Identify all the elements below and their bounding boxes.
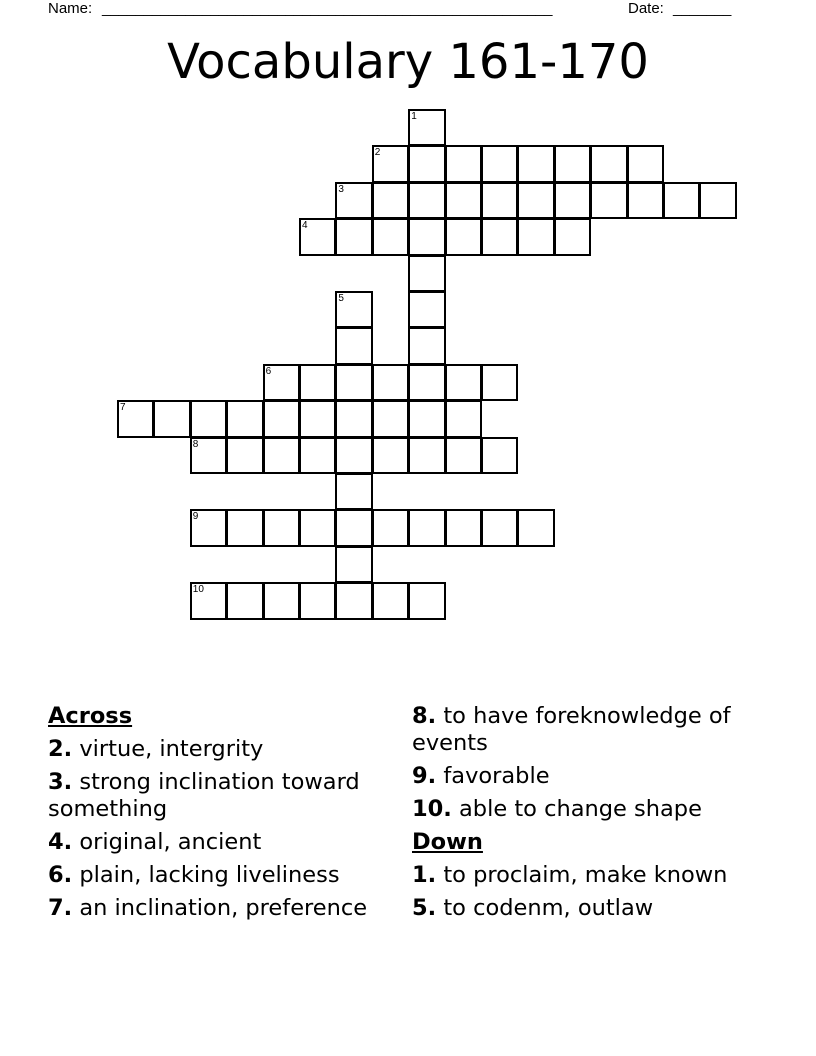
- clue-item: [412, 763, 742, 790]
- grid-cell[interactable]: [299, 582, 336, 619]
- grid-cell[interactable]: [408, 182, 445, 219]
- clue-number-label: 1: [411, 111, 417, 122]
- grid-cell[interactable]: [408, 327, 445, 364]
- grid-cell[interactable]: [590, 182, 627, 219]
- grid-cell[interactable]: [408, 400, 445, 437]
- grid-cell[interactable]: [554, 182, 591, 219]
- grid-cell[interactable]: [627, 145, 664, 182]
- grid-cell[interactable]: [226, 400, 263, 437]
- grid-cell[interactable]: [263, 437, 300, 474]
- clue-number-label: 2: [374, 147, 381, 159]
- grid-cell[interactable]: [372, 582, 409, 619]
- grid-cell[interactable]: [408, 364, 445, 401]
- clue-item: [48, 895, 388, 922]
- clue-number: 8.: [412, 703, 437, 729]
- grid-cell[interactable]: [299, 437, 336, 474]
- clue-number: 10.: [412, 796, 452, 822]
- grid-cell[interactable]: [481, 218, 518, 255]
- date-blank-line[interactable]: _______: [673, 0, 732, 17]
- clue-number: 1.: [412, 862, 437, 888]
- grid-cell[interactable]: [481, 364, 518, 401]
- grid-cell[interactable]: [372, 218, 409, 255]
- grid-cell[interactable]: [190, 400, 227, 437]
- clue-item: [412, 703, 742, 757]
- grid-cell[interactable]: [408, 145, 445, 182]
- grid-cell[interactable]: [263, 509, 300, 546]
- clue-number: 7.: [48, 895, 73, 921]
- clue-number-label: 5: [338, 293, 344, 304]
- clue-item: [48, 736, 388, 763]
- grid-cell[interactable]: [517, 145, 554, 182]
- grid-cell[interactable]: [263, 400, 300, 437]
- date-label: Date:: [628, 0, 664, 17]
- grid-cell[interactable]: [226, 582, 263, 619]
- grid-cell[interactable]: [699, 182, 736, 219]
- clue-item: [412, 796, 742, 823]
- grid-cell[interactable]: [445, 437, 482, 474]
- grid-cell[interactable]: [335, 437, 372, 474]
- grid-cell[interactable]: [335, 546, 372, 583]
- clue-number-label: 8: [192, 438, 199, 450]
- clue-number-label: 7: [120, 402, 126, 414]
- page-title: Vocabulary 161-170: [167, 34, 649, 90]
- grid-cell[interactable]: [445, 364, 482, 401]
- grid-cell[interactable]: [408, 509, 445, 546]
- grid-cell[interactable]: [408, 255, 445, 292]
- grid-cell[interactable]: [481, 509, 518, 546]
- clue-text: favorable: [436, 763, 550, 789]
- clue-number: 3.: [48, 769, 73, 795]
- clues-column-left: [48, 703, 388, 928]
- clue-number: 2.: [48, 736, 73, 762]
- grid-cell[interactable]: [481, 145, 518, 182]
- grid-cell[interactable]: [554, 218, 591, 255]
- clue-text: strong inclination toward something: [48, 769, 360, 822]
- clue-text: virtue, intergrity: [72, 736, 264, 762]
- grid-cell[interactable]: [445, 218, 482, 255]
- clue-text: plain, lacking liveliness: [72, 862, 340, 888]
- name-label: Name:: [48, 0, 93, 17]
- grid-cell[interactable]: [335, 327, 372, 364]
- clue-text: an inclination, preference: [72, 895, 368, 921]
- grid-cell[interactable]: [299, 400, 336, 437]
- clue-text: able to change shape: [451, 796, 702, 822]
- clues-column-right: [412, 703, 742, 928]
- grid-cell[interactable]: [299, 509, 336, 546]
- grid-cell[interactable]: [517, 182, 554, 219]
- grid-cell[interactable]: [554, 145, 591, 182]
- clue-item: [412, 895, 742, 922]
- grid-cell[interactable]: [445, 509, 482, 546]
- grid-cell[interactable]: [408, 437, 445, 474]
- grid-cell[interactable]: [335, 473, 372, 510]
- grid-cell[interactable]: [445, 182, 482, 219]
- grid-cell[interactable]: [408, 582, 445, 619]
- clue-text: to codenm, outlaw: [436, 895, 654, 921]
- grid-cell[interactable]: [372, 400, 409, 437]
- grid-cell[interactable]: [445, 400, 482, 437]
- clue-text: to proclaim, make known: [436, 862, 728, 888]
- clue-number-label: 10: [192, 584, 204, 596]
- clue-item: [48, 862, 388, 889]
- clue-item: [412, 862, 742, 889]
- grid-cell[interactable]: [517, 509, 554, 546]
- grid-cell[interactable]: [226, 437, 263, 474]
- grid-cell[interactable]: [372, 509, 409, 546]
- grid-cell[interactable]: [372, 437, 409, 474]
- grid-cell[interactable]: [335, 364, 372, 401]
- section-heading: Across: [48, 703, 133, 729]
- clue-number-label: 4: [302, 220, 308, 232]
- clue-number-label: 3: [338, 183, 344, 195]
- clue-number: 9.: [412, 763, 437, 789]
- grid-cell[interactable]: [627, 182, 664, 219]
- clue-number-label: 9: [192, 511, 199, 523]
- grid-cell[interactable]: [263, 582, 300, 619]
- grid-cell[interactable]: [408, 218, 445, 255]
- grid-cell[interactable]: [335, 400, 372, 437]
- grid-cell[interactable]: [445, 145, 482, 182]
- clue-number: 4.: [48, 829, 73, 855]
- grid-cell[interactable]: [335, 218, 372, 255]
- grid-cell[interactable]: [481, 182, 518, 219]
- section-heading: Down: [412, 829, 483, 855]
- clue-text: original, ancient: [72, 829, 262, 855]
- grid-cell[interactable]: [153, 400, 190, 437]
- grid-cell[interactable]: [226, 509, 263, 546]
- grid-cell[interactable]: [481, 437, 518, 474]
- grid-cell[interactable]: [590, 145, 627, 182]
- grid-cell[interactable]: [517, 218, 554, 255]
- name-blank-line[interactable]: ______________________________________________________: [102, 0, 553, 17]
- clue-item: [48, 829, 388, 856]
- grid-cell[interactable]: [372, 182, 409, 219]
- clue-item: [48, 769, 388, 823]
- clue-number: 6.: [48, 862, 73, 888]
- grid-cell[interactable]: [408, 291, 445, 328]
- grid-cell[interactable]: [299, 364, 336, 401]
- grid-cell[interactable]: [372, 364, 409, 401]
- clue-text: to have foreknowledge of events: [412, 703, 731, 756]
- clue-number-label: 6: [265, 365, 272, 377]
- grid-cell[interactable]: [663, 182, 700, 219]
- grid-cell[interactable]: [335, 582, 372, 619]
- grid-cell[interactable]: [335, 509, 372, 546]
- clue-number: 5.: [412, 895, 437, 921]
